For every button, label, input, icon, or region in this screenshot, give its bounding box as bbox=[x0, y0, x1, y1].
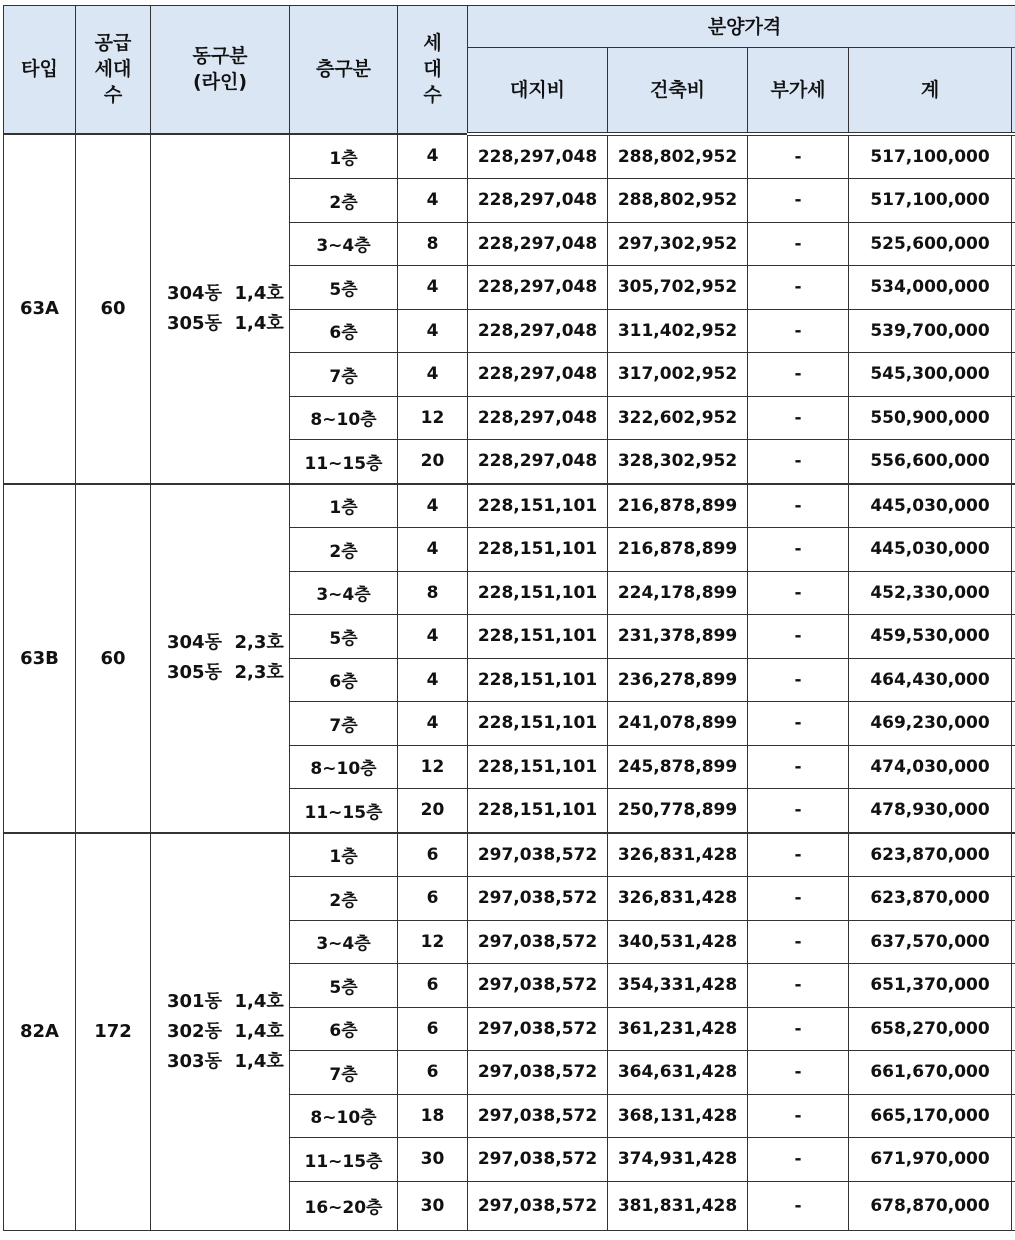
extra-cell bbox=[1012, 353, 1015, 397]
vat-cell: - bbox=[748, 658, 849, 702]
floor-cell: 11~15층 bbox=[290, 440, 398, 484]
building-cell: 305,702,952 bbox=[608, 266, 748, 310]
type-cell: 63B bbox=[4, 484, 76, 833]
floor-cell: 16~20층 bbox=[290, 1181, 398, 1230]
units-cell: 4 bbox=[398, 702, 468, 746]
building-cell: 231,378,899 bbox=[608, 615, 748, 659]
land-cell: 228,151,101 bbox=[468, 702, 608, 746]
floor-cell: 11~15층 bbox=[290, 789, 398, 833]
vat-cell: - bbox=[748, 571, 849, 615]
land-cell: 228,297,048 bbox=[468, 396, 608, 440]
extra-cell bbox=[1012, 1007, 1015, 1051]
floor-cell: 1층 bbox=[290, 833, 398, 877]
vat-cell: - bbox=[748, 266, 849, 310]
building-cell: 297,302,952 bbox=[608, 222, 748, 266]
land-cell: 228,297,048 bbox=[468, 309, 608, 353]
extra-cell bbox=[1012, 134, 1015, 179]
building-cell: 245,878,899 bbox=[608, 745, 748, 789]
floor-cell: 8~10층 bbox=[290, 1094, 398, 1138]
total-cell: 534,000,000 bbox=[849, 266, 1012, 310]
extra-cell bbox=[1012, 1094, 1015, 1138]
vat-cell: - bbox=[748, 528, 849, 572]
dong-line: 305동 2,3호 bbox=[167, 662, 284, 683]
extra-cell bbox=[1012, 266, 1015, 310]
land-cell: 297,038,572 bbox=[468, 1181, 608, 1230]
land-cell: 297,038,572 bbox=[468, 1094, 608, 1138]
floor-cell: 8~10층 bbox=[290, 745, 398, 789]
building-cell: 374,931,428 bbox=[608, 1138, 748, 1182]
extra-cell bbox=[1012, 920, 1015, 964]
price-table bbox=[3, 5, 1015, 1231]
vat-cell: - bbox=[748, 789, 849, 833]
dong-line: 304동 2,3호 bbox=[167, 632, 284, 653]
floor-cell: 2층 bbox=[290, 528, 398, 572]
vat-cell: - bbox=[748, 877, 849, 921]
total-cell: 637,570,000 bbox=[849, 920, 1012, 964]
total-cell: 452,330,000 bbox=[849, 571, 1012, 615]
dong-line: 304동 1,4호 bbox=[167, 282, 284, 304]
floor-cell: 7층 bbox=[290, 702, 398, 746]
total-cell: 556,600,000 bbox=[849, 440, 1012, 484]
building-cell: 326,831,428 bbox=[608, 877, 748, 921]
units-cell: 18 bbox=[398, 1094, 468, 1138]
units-cell: 8 bbox=[398, 222, 468, 266]
vat-cell: - bbox=[748, 134, 849, 179]
vat-cell: - bbox=[748, 745, 849, 789]
extra-cell bbox=[1012, 745, 1015, 789]
extra-cell bbox=[1012, 702, 1015, 746]
total-cell: 459,530,000 bbox=[849, 615, 1012, 659]
extra-cell bbox=[1012, 222, 1015, 266]
building-cell: 250,778,899 bbox=[608, 789, 748, 833]
vat-cell: - bbox=[748, 964, 849, 1008]
total-cell: 651,370,000 bbox=[849, 964, 1012, 1008]
type-cell: 82A bbox=[4, 833, 76, 1231]
vat-cell: - bbox=[748, 309, 849, 353]
table-header bbox=[4, 6, 1015, 134]
land-cell: 297,038,572 bbox=[468, 964, 608, 1008]
land-cell: 297,038,572 bbox=[468, 833, 608, 877]
total-cell: 623,870,000 bbox=[849, 877, 1012, 921]
building-cell: 354,331,428 bbox=[608, 964, 748, 1008]
floor-cell: 1층 bbox=[290, 134, 398, 179]
units-cell: 8 bbox=[398, 571, 468, 615]
extra-cell bbox=[1012, 179, 1015, 223]
extra-cell bbox=[1012, 964, 1015, 1008]
total-cell: 550,900,000 bbox=[849, 396, 1012, 440]
supply-cell: 60 bbox=[76, 134, 151, 484]
land-cell: 228,151,101 bbox=[468, 789, 608, 833]
units-cell: 4 bbox=[398, 615, 468, 659]
vat-cell: - bbox=[748, 833, 849, 877]
units-cell: 4 bbox=[398, 309, 468, 353]
floor-cell: 2층 bbox=[290, 877, 398, 921]
units-cell: 30 bbox=[398, 1138, 468, 1182]
extra-cell bbox=[1012, 877, 1015, 921]
units-cell: 6 bbox=[398, 877, 468, 921]
table-row bbox=[4, 484, 1015, 528]
floor-cell: 5층 bbox=[290, 615, 398, 659]
floor-cell: 1층 bbox=[290, 484, 398, 528]
units-cell: 6 bbox=[398, 1007, 468, 1051]
units-cell: 4 bbox=[398, 658, 468, 702]
units-cell: 4 bbox=[398, 134, 468, 179]
total-cell: 517,100,000 bbox=[849, 179, 1012, 223]
building-cell: 364,631,428 bbox=[608, 1051, 748, 1095]
table-row bbox=[4, 833, 1015, 877]
building-cell: 216,878,899 bbox=[608, 528, 748, 572]
land-cell: 228,151,101 bbox=[468, 745, 608, 789]
floor-cell: 11~15층 bbox=[290, 1138, 398, 1182]
units-cell: 12 bbox=[398, 745, 468, 789]
total-cell: 469,230,000 bbox=[849, 702, 1012, 746]
building-cell: 340,531,428 bbox=[608, 920, 748, 964]
total-cell: 678,870,000 bbox=[849, 1181, 1012, 1230]
building-cell: 368,131,428 bbox=[608, 1094, 748, 1138]
land-cell: 228,297,048 bbox=[468, 134, 608, 179]
floor-cell: 7층 bbox=[290, 1051, 398, 1095]
header-type: 타입 bbox=[4, 6, 76, 134]
extra-cell bbox=[1012, 440, 1015, 484]
table-row bbox=[4, 134, 1015, 179]
land-cell: 228,151,101 bbox=[468, 571, 608, 615]
vat-cell: - bbox=[748, 440, 849, 484]
vat-cell: - bbox=[748, 222, 849, 266]
table-body bbox=[4, 134, 1015, 1231]
floor-cell: 5층 bbox=[290, 266, 398, 310]
floor-cell: 6층 bbox=[290, 658, 398, 702]
header-land: 대지비 bbox=[468, 48, 608, 134]
units-cell: 20 bbox=[398, 440, 468, 484]
building-cell: 288,802,952 bbox=[608, 179, 748, 223]
floor-cell: 2층 bbox=[290, 179, 398, 223]
building-cell: 224,178,899 bbox=[608, 571, 748, 615]
total-cell: 478,930,000 bbox=[849, 789, 1012, 833]
header-vat: 부가세 bbox=[748, 48, 849, 134]
extra-cell bbox=[1012, 1181, 1015, 1230]
land-cell: 228,297,048 bbox=[468, 353, 608, 397]
building-cell: 216,878,899 bbox=[608, 484, 748, 528]
total-cell: 671,970,000 bbox=[849, 1138, 1012, 1182]
floor-cell: 3~4층 bbox=[290, 222, 398, 266]
header-units: 세 대 수 bbox=[398, 6, 468, 134]
floor-cell: 6층 bbox=[290, 309, 398, 353]
dong-line-cell bbox=[151, 833, 290, 1231]
total-cell: 474,030,000 bbox=[849, 745, 1012, 789]
dong-line-cell bbox=[151, 484, 290, 833]
extra-cell bbox=[1012, 1051, 1015, 1095]
header-total: 계 bbox=[849, 48, 1012, 134]
building-cell: 317,002,952 bbox=[608, 353, 748, 397]
vat-cell: - bbox=[748, 920, 849, 964]
type-cell: 63A bbox=[4, 134, 76, 484]
vat-cell: - bbox=[748, 615, 849, 659]
units-cell: 30 bbox=[398, 1181, 468, 1230]
header-extra bbox=[1012, 48, 1015, 134]
vat-cell: - bbox=[748, 1094, 849, 1138]
floor-cell: 7층 bbox=[290, 353, 398, 397]
building-cell: 328,302,952 bbox=[608, 440, 748, 484]
total-cell: 661,670,000 bbox=[849, 1051, 1012, 1095]
extra-cell bbox=[1012, 658, 1015, 702]
floor-cell: 3~4층 bbox=[290, 920, 398, 964]
vat-cell: - bbox=[748, 1181, 849, 1230]
total-cell: 623,870,000 bbox=[849, 833, 1012, 877]
land-cell: 228,151,101 bbox=[468, 615, 608, 659]
units-cell: 6 bbox=[398, 1051, 468, 1095]
extra-cell bbox=[1012, 309, 1015, 353]
total-cell: 539,700,000 bbox=[849, 309, 1012, 353]
extra-cell bbox=[1012, 396, 1015, 440]
units-cell: 6 bbox=[398, 964, 468, 1008]
land-cell: 228,297,048 bbox=[468, 440, 608, 484]
land-cell: 228,151,101 bbox=[468, 484, 608, 528]
units-cell: 6 bbox=[398, 833, 468, 877]
land-cell: 228,297,048 bbox=[468, 179, 608, 223]
units-cell: 4 bbox=[398, 266, 468, 310]
vat-cell: - bbox=[748, 1138, 849, 1182]
building-cell: 326,831,428 bbox=[608, 833, 748, 877]
dong-line: 302동 1,4호 bbox=[167, 1020, 284, 1042]
header-floor: 층구분 bbox=[290, 6, 398, 134]
vat-cell: - bbox=[748, 396, 849, 440]
extra-cell bbox=[1012, 1138, 1015, 1182]
supply-cell: 60 bbox=[76, 484, 151, 833]
land-cell: 297,038,572 bbox=[468, 920, 608, 964]
land-cell: 297,038,572 bbox=[468, 1051, 608, 1095]
extra-cell bbox=[1012, 789, 1015, 833]
vat-cell: - bbox=[748, 484, 849, 528]
building-cell: 322,602,952 bbox=[608, 396, 748, 440]
units-cell: 12 bbox=[398, 920, 468, 964]
vat-cell: - bbox=[748, 179, 849, 223]
vat-cell: - bbox=[748, 353, 849, 397]
header-supply: 공급 세대 수 bbox=[76, 6, 151, 134]
total-cell: 517,100,000 bbox=[849, 134, 1012, 179]
total-cell: 445,030,000 bbox=[849, 484, 1012, 528]
units-cell: 4 bbox=[398, 484, 468, 528]
building-cell: 288,802,952 bbox=[608, 134, 748, 179]
units-cell: 4 bbox=[398, 353, 468, 397]
units-cell: 20 bbox=[398, 789, 468, 833]
total-cell: 464,430,000 bbox=[849, 658, 1012, 702]
building-cell: 311,402,952 bbox=[608, 309, 748, 353]
total-cell: 658,270,000 bbox=[849, 1007, 1012, 1051]
header-price-group: 분양가격 bbox=[468, 6, 1015, 48]
header-building: 건축비 bbox=[608, 48, 748, 134]
units-cell: 4 bbox=[398, 528, 468, 572]
supply-cell: 172 bbox=[76, 833, 151, 1231]
units-cell: 12 bbox=[398, 396, 468, 440]
land-cell: 228,297,048 bbox=[468, 222, 608, 266]
extra-cell bbox=[1012, 571, 1015, 615]
vat-cell: - bbox=[748, 1051, 849, 1095]
total-cell: 665,170,000 bbox=[849, 1094, 1012, 1138]
floor-cell: 6층 bbox=[290, 1007, 398, 1051]
vat-cell: - bbox=[748, 1007, 849, 1051]
extra-cell bbox=[1012, 833, 1015, 877]
floor-cell: 5층 bbox=[290, 964, 398, 1008]
land-cell: 297,038,572 bbox=[468, 1007, 608, 1051]
floor-cell: 3~4층 bbox=[290, 571, 398, 615]
vat-cell: - bbox=[748, 702, 849, 746]
extra-cell bbox=[1012, 484, 1015, 528]
land-cell: 228,151,101 bbox=[468, 658, 608, 702]
total-cell: 445,030,000 bbox=[849, 528, 1012, 572]
land-cell: 297,038,572 bbox=[468, 1138, 608, 1182]
building-cell: 241,078,899 bbox=[608, 702, 748, 746]
floor-cell: 8~10층 bbox=[290, 396, 398, 440]
units-cell: 4 bbox=[398, 179, 468, 223]
dong-line: 303동 1,4호 bbox=[167, 1050, 284, 1072]
building-cell: 381,831,428 bbox=[608, 1181, 748, 1230]
extra-cell bbox=[1012, 615, 1015, 659]
dong-line-cell bbox=[151, 134, 290, 484]
header-dong: 동구분 (라인) bbox=[151, 6, 290, 134]
extra-cell bbox=[1012, 528, 1015, 572]
total-cell: 545,300,000 bbox=[849, 353, 1012, 397]
dong-line: 301동 1,4호 bbox=[167, 990, 284, 1012]
total-cell: 525,600,000 bbox=[849, 222, 1012, 266]
land-cell: 228,151,101 bbox=[468, 528, 608, 572]
building-cell: 361,231,428 bbox=[608, 1007, 748, 1051]
land-cell: 297,038,572 bbox=[468, 877, 608, 921]
dong-line: 305동 1,4호 bbox=[167, 312, 284, 334]
building-cell: 236,278,899 bbox=[608, 658, 748, 702]
land-cell: 228,297,048 bbox=[468, 266, 608, 310]
